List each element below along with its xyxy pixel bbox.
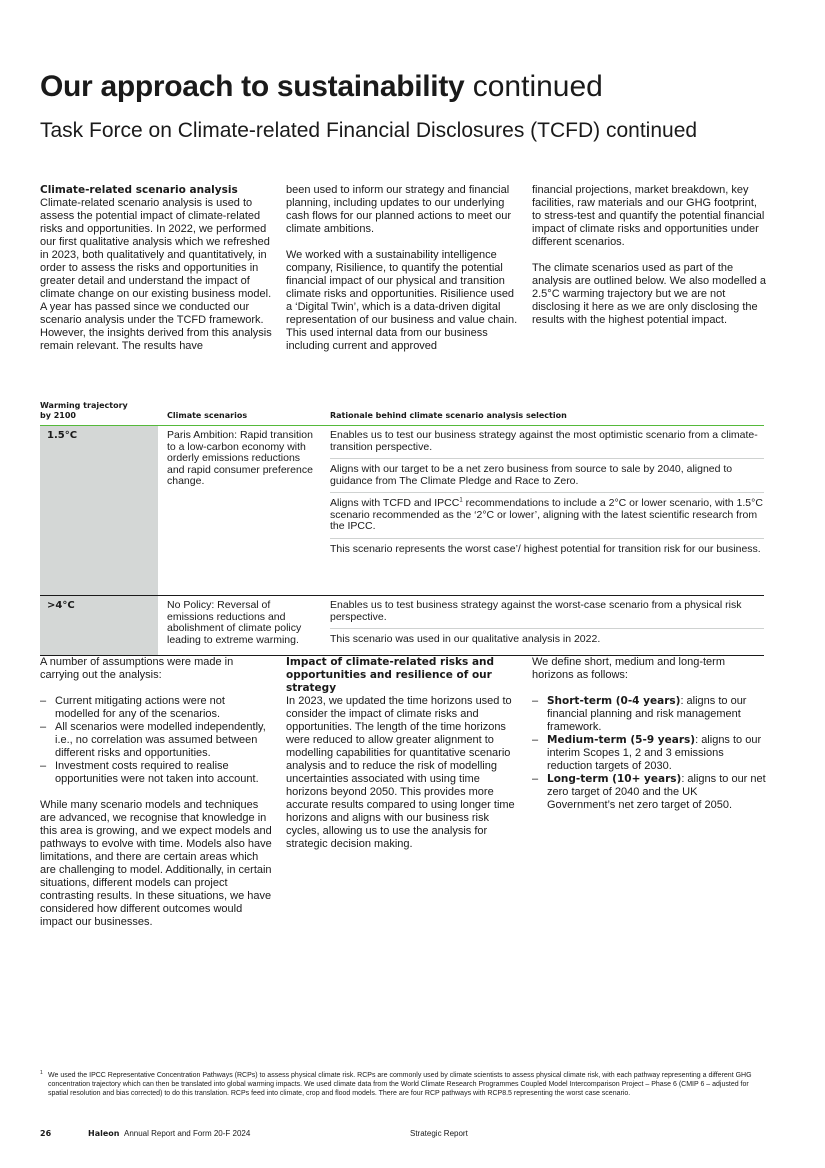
impact-heading: Impact of climate-related risks and opportunities and resilience of our strategy — [286, 656, 495, 694]
assumptions-intro: A number of assumptions were made in carrying out the analysis: — [40, 656, 234, 681]
horizon-term: Medium-term (5-9 years) — [547, 734, 696, 746]
footnote-text: We used the IPCC Representative Concentration Pathways (RCPs) to assess physical climate risk. RCPs are commonly used by climate scientists to assess physical climate risk, with each pathway representing a different GHG concentration trajectory which can then be translated into global warming impacts. We used climate data from the World Climate Research Programmes Coupled Model Intercomparison Project – Phase 6 (CMIP 6 – adjusted for spatial resolution and bias corrected) to do this translation. RCPs feed into climate, crop and flood models. There are four RCP pathways with RCP8.5 representing the worst case scenario. — [48, 1072, 752, 1097]
brand-name: Haleon — [88, 1129, 120, 1138]
page-title — [40, 68, 603, 106]
intro-paragraph: financial projections, market breakdown, key facilities, raw materials and our GHG footprint, to stress-test and quantify the potential financial impact of climate risks and opportunities under different scenarios. — [532, 184, 765, 248]
table-row — [40, 596, 764, 656]
page-number: 26 — [40, 1129, 52, 1138]
rationale-item: This scenario was used in our qualitative analysis in 2022. — [330, 633, 601, 645]
scenario-cell: Paris Ambition: Rapid transition to a low-carbon economy with orderly emissions reductions and rapid consumer preference change. — [167, 429, 313, 487]
intro-column-1 — [40, 184, 272, 353]
section-name: Strategic Report — [410, 1129, 468, 1138]
intro-paragraph: Climate-related scenario analysis is used to assess the potential impact of climate-related risks and opportunities. In 2022, we performed our first qualitative analysis which we refreshed in 2023, both qualitatively and quantitatively, in order to assess the risks and opportunities in greater detail and understand the impact of climate change on our existing business model. A year has passed since we conducted our scenario analysis under the TCFD framework. However, the insights derived from this analysis remain relevant. The results have — [40, 197, 272, 352]
intro-paragraph: We worked with a sustainability intelligence company, Risilience, to quantify the potential financial impact of our physical and transition climate risks and opportunities. Risilience used a ‘Digital Twin’, which is a data-driven digital representation of our business and value chain. This used internal data from our business including current and approved — [286, 249, 518, 352]
intro-paragraph: The climate scenarios used as part of the analysis are outlined below. We also modelled a 2.5°C warming trajectory but we are not disclosing it here as we are only disclosing the results with the highest potential impact. — [532, 262, 766, 326]
impact-paragraph: In 2023, we updated the time horizons used to consider the impact of climate risks and opportunities. The length of the time horizons were reduced to allow greater alignment to modelling capabilities for quantitative scenario analysis and to reduce the risk of modelling uncertainties associated with using time horizons beyond 2050. This provides more accurate results compared to using longer time horizons and aligns with our business risk cycles, allowing us to use the analysis for strategic decision making. — [286, 695, 515, 850]
climate-scenarios-table — [40, 400, 764, 656]
warming-cell: >4°C — [40, 596, 158, 655]
scenario-analysis-heading: Climate-related scenario analysis — [40, 184, 238, 196]
table-header-scenarios: Climate scenarios — [167, 411, 248, 420]
page-title-continued: continued — [472, 70, 603, 103]
models-paragraph: While many scenario models and techniques are advanced, we recognise that knowledge in this area is growing, and we expect models and pathways to evolve with time. Models also have limitations, and there are certain areas which are challenging to model. Additionally, in certain situations, different models can project contrasting results. In these situations, we have considered how different outcomes would impact our businesses. — [40, 799, 272, 928]
table-header — [40, 400, 764, 426]
table-row — [40, 426, 764, 596]
footnote — [40, 1071, 770, 1098]
rationale-cell — [330, 426, 764, 560]
horizons-column — [532, 656, 768, 825]
horizon-term: Short-term (0-4 years) — [547, 695, 681, 707]
assumptions-column — [40, 656, 272, 929]
rationale-item: Enables us to test our business strategy against the most optimistic scenario from a climate-transition perspective. — [330, 430, 764, 459]
scenario-cell: No Policy: Reversal of emissions reductions and abolishment of climate policy leading to extreme warming. — [167, 599, 302, 646]
intro-paragraph: been used to inform our strategy and financial planning, including updates to our underlying cash flows for our planned actions to meet our climate ambitions. — [286, 184, 512, 235]
rationale-cell — [330, 596, 764, 651]
list-item: – Long-term (10+ years): aligns to our net zero target of 2040 and the UK Government’s net zero target of 2050. — [532, 773, 768, 812]
rationale-item: Enables us to test business strategy against the worst-case scenario from a physical risk perspective. — [330, 600, 764, 629]
horizons-list — [532, 695, 768, 812]
rationale-item: Aligns with our target to be a net zero business from source to sale by 2040, aligned to guidance from The Climate Pledge and Race to Zero. — [330, 464, 764, 493]
intro-column-3 — [532, 184, 768, 327]
footnote-number: 1 — [40, 1070, 43, 1076]
impact-column — [286, 656, 518, 851]
page-title-bold: Our approach to sustainability — [40, 70, 465, 103]
assumptions-list — [40, 695, 272, 786]
list-item: – Current mitigating actions were not modelled for any of the scenarios. — [40, 695, 272, 721]
footnote-ref: 1 — [459, 497, 463, 504]
table-header-rationale: Rationale behind climate scenario analysis selection — [330, 411, 567, 420]
horizons-intro: We define short, medium and long-term horizons as follows: — [532, 656, 725, 681]
list-item: – All scenarios were modelled independently, i.e., no correlation was assumed between different risks and opportunities. — [40, 721, 272, 760]
list-item: – Investment costs required to realise opportunities were not taken into account. — [40, 760, 272, 786]
list-item: – Medium-term (5-9 years): aligns to our interim Scopes 1, 2 and 3 emissions reduction targets of 2030. — [532, 734, 768, 773]
list-item: – Short-term (0-4 years): aligns to our financial planning and risk management framework. — [532, 695, 768, 734]
rationale-item: Aligns with TCFD and IPCC$^1$ recommendations to include a 2°C or lower scenario, with 1.5°C scenario recommended as the ‘2°C or lower’, aligning with the latest scientific research from the IPCC. — [330, 498, 764, 539]
rationale-item: This scenario represents the worst case’/ highest potential for transition risk for our business. — [330, 542, 761, 555]
intro-column-2 — [286, 184, 518, 353]
page-footer — [40, 1129, 468, 1139]
horizon-term: Long-term (10+ years) — [547, 773, 682, 785]
table-header-warming: Warming trajectory by 2100 — [40, 401, 128, 420]
warming-cell: 1.5°C — [40, 426, 158, 595]
page-subtitle: Task Force on Climate-related Financial Disclosures (TCFD) continued — [40, 119, 698, 142]
report-name: Annual Report and Form 20-F 2024 — [124, 1129, 251, 1138]
